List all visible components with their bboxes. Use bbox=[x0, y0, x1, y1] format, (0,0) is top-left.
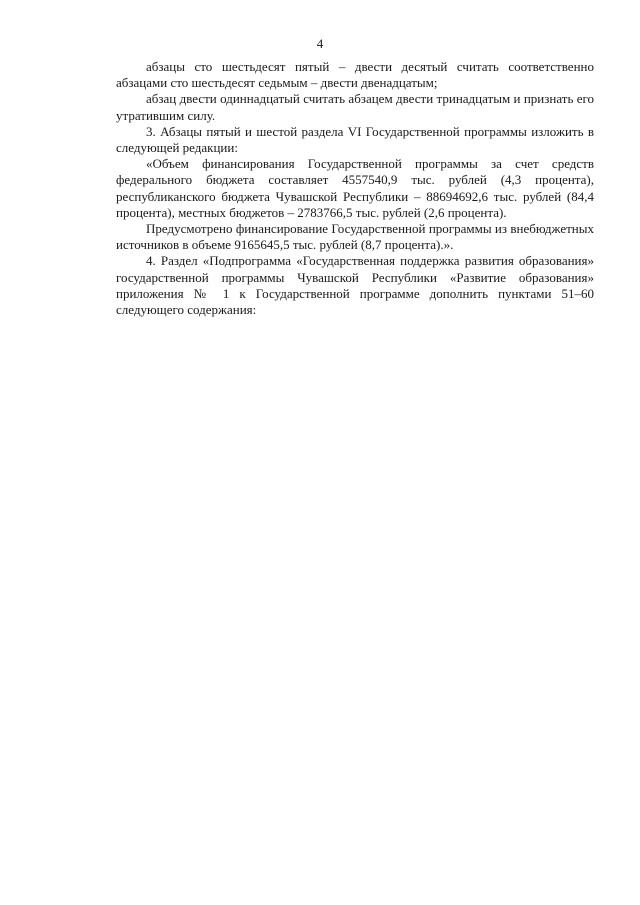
document-body bbox=[116, 59, 594, 318]
page-number: 4 bbox=[316, 36, 324, 51]
paragraph: абзац двести одиннадцатый считать абзацем двести тринадцатым и признать его утратившим силу. bbox=[116, 91, 594, 123]
paragraph: Предусмотрено финансирование Государственной программы из внебюджетных источников в объеме 9165645,5 тыс. рублей (8,7 процента).». bbox=[116, 221, 594, 253]
paragraph: 3. Абзацы пятый и шестой раздела VI Государственной программы изложить в следующей редакции: bbox=[116, 123, 594, 156]
paragraph: абзацы сто шестьдесят пятый – двести десятый считать соответственно абзацами сто шестьдесят седьмым – двести двенадцатым; bbox=[116, 59, 594, 91]
paragraph: 4. Раздел «Подпрограмма «Государственная поддержка развития образования» государственной программы Чувашской Республики «Развитие образования» приложения № 1 к Государственной программе дополнить пунктами 51–60 следующего содержания: bbox=[116, 253, 594, 318]
paragraph: «Объем финансирования Государственной программы за счет средств федерального бюджета составляет 4557540,9 тыс. рублей (4,3 процента), республиканского бюджета Чувашской Республики – 88694692,6 тыс. рублей (84,4 процента), местных бюджетов – 2783766,5 тыс. рублей (2,6 процента). bbox=[116, 156, 594, 220]
